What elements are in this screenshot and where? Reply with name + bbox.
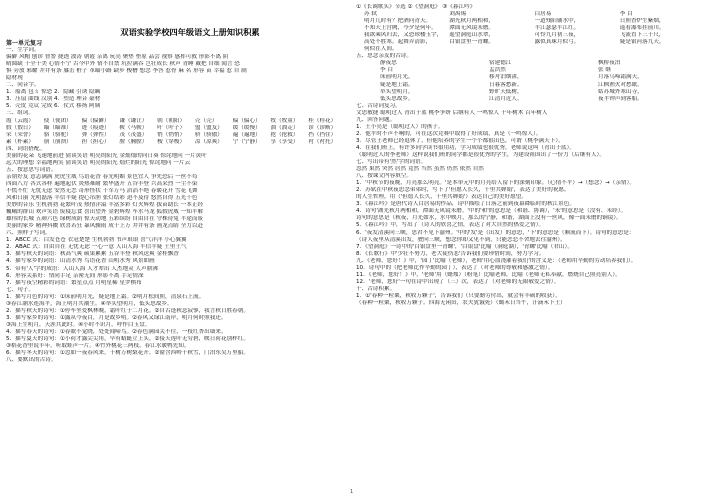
grid-cell: 瞄（瞄准） xyxy=(43,124,72,131)
text-line: 的人生哲理，用（'但愿人长久，千里共婵娟'）表达自己的美好愿望。 xyxy=(356,194,527,201)
text-line: 七、句子。 xyxy=(6,286,34,293)
grid-cell: 宁（宁静） xyxy=(232,138,261,145)
text-line: 八、要默出的古诗。 xyxy=(6,357,57,364)
grid-cell: 骆（骆驼） xyxy=(43,131,72,138)
text-line: 十、古诗积累。 xyxy=(356,285,396,292)
poem-header: ①《长调歌头》节选 ②《望洞庭》 ③《暮江吟》 xyxy=(356,4,476,10)
poem xyxy=(364,11,445,53)
poem-line: 日照香炉生紫烟， xyxy=(619,18,665,25)
grid-cell: 骄（骄傲） xyxy=(194,131,223,138)
grid-cell: 荣（荣誉） xyxy=(6,131,34,138)
text-line: 5．壳皮 竞议 完成 6．仗式 移扬 阿姨 xyxy=(6,103,101,110)
text-line: 不慌不忙 无忧无虑 安然无恙 奇形怪状 千军万马 滔滔不绝 春暖花开 雪花飞舞 xyxy=(6,187,198,194)
poem-line: 枫桥夜泊 xyxy=(598,60,621,67)
poem-line: 张 继 xyxy=(598,67,611,74)
text-line: 三、组词。 xyxy=(6,110,34,117)
text-line: 惧 旁放 邪耀 井井有条 膝击 桩子 革瞄小路 缺步 梭槽 想念 李答 惹骨 麻 名 形容 苗 幸福 惹 自 制 xyxy=(6,68,247,75)
text-line: 3．尽管王老师已经退休了，但他培养的学生一个个都很出色，可谓（桃李满天下）。 xyxy=(356,137,564,144)
grid-cell: 茂（茂盛） xyxy=(119,131,148,138)
poem xyxy=(598,60,701,102)
text-line: 远大的理想 幸福地两笑 猜谈笑语 明亮的阳光 灿烂的阳光 惊诧地问 一片云 xyxy=(6,159,191,166)
text-line: 3．描写家乡的诗句：①露从今夜白，月是故乡明。②春风又绿江南岸，明月何时照我还。 xyxy=(6,314,227,321)
poem-line: 潭面无风镜未磨。 xyxy=(449,25,495,32)
text-line: 1．①'春种一粒粟，秋收万颗子'，告诉我们（只要勤劳付出，就会有丰硕的收获）。 xyxy=(356,292,561,299)
poem-line: 刘禹锡 xyxy=(449,11,467,18)
poem-row-1 xyxy=(364,11,701,53)
text-line: 七、古诗词复习。 xyxy=(356,102,401,109)
grid-cell: 抢（抢救） xyxy=(270,131,299,138)
grid-cell: 迹（痕迹） xyxy=(81,124,110,131)
poem-line: 孟浩然 xyxy=(489,67,506,74)
poem-line: 明月几时有？把酒问青天。 xyxy=(364,18,432,25)
poem-line: 飞流直下三千尺， xyxy=(619,32,665,39)
text-line: 风和日丽 光明磊落 半信半疑 提心吊胆 张灯结彩 迫不及待 悠然自得 五光十色 xyxy=(6,195,198,202)
text-line: 3．描写秋天的词语：秋高气爽 硕果累累 五谷丰登 秋风送爽 金桂飘香 xyxy=(6,251,179,258)
text-line: 2．他平时不声不响的，可在这次竞赛中取得了好成绩，真是（一鸣惊人）。 xyxy=(356,130,542,137)
text-line: （春种一粒粟，秋收万颗子。四海无闲田，农夫犹饿死）（锄禾日当午，汗滴禾下土） xyxy=(356,299,566,306)
text-line: 5．带有'人'字的成语：人山人海 人才辈出 人杰地灵 人声鼎沸 xyxy=(6,265,158,272)
text-line: 4．描写家乡的词语：山清水秀 鸟语花香 山明水秀 风景如画 xyxy=(6,258,155,265)
poem-line: 一道残阳铺水中， xyxy=(534,18,580,25)
left-column xyxy=(6,40,346,364)
poem-line: 宿建德江 xyxy=(489,60,512,67)
text-line: 美丽的花朵 飞速地前进 猜谈笑语 明亮的阳光 金灿灿的向日葵 惊诧地问 一片黄叶 xyxy=(6,152,207,159)
poem-line: 高处不胜寒。起舞弄清影， xyxy=(364,39,432,46)
unit-heading: 第一单元复习 xyxy=(6,40,43,47)
grid-cell: 溜（溜走） xyxy=(270,124,299,131)
grid-cell: 膛（胸膛） xyxy=(119,138,148,145)
grid-cell: 遍（遍地） xyxy=(232,131,261,138)
grid-cell: 缓（缓慢） xyxy=(232,124,261,131)
poem-line: 静夜思 xyxy=(380,60,397,67)
poem-line: 夜半钟声到客船。 xyxy=(598,95,643,102)
poem-line: 露似真珠月似弓。 xyxy=(534,39,580,46)
left-lines-2 xyxy=(6,146,346,364)
text-line: 一、生字词。 xyxy=(6,47,40,54)
poem-line: 我欲乘风归去，又恐琼楼玉宇， xyxy=(364,32,443,39)
grid-cell: 弹（弹性） xyxy=(81,131,110,138)
text-line: 亲朋好友 意志满满 虎虎生威 鸟语花香 春光明媚 景色宜人 争先恐后 一丝不苟 xyxy=(6,173,198,180)
text-line: 1．ABCC 式：白发苍苍 衣冠楚楚 生机勃勃 书声琅琅 喜气洋洋 小心翼翼 xyxy=(6,237,187,244)
poem xyxy=(620,11,701,53)
text-line: 雄伟的长城 五颜六色 绿树成荫 惊天动地 五彩缤纷 自由自在 守株待兔 半途而废 xyxy=(6,216,204,223)
text-line: 忽然 果然 突然 居然 竟然 当然 虽然 仍然 依然 自然 xyxy=(356,166,484,173)
text-line: 美妙的音乐 生机勃勃 花繁叶茂 热情洋溢 丰富多彩 灯火辉煌 拔苗助长 一本正经 xyxy=(6,202,204,209)
text-line: ③稻花香里说丰年，听取蛙声一片。④竹外桃花三两枝，春江水暖鸭先知。 xyxy=(6,343,190,350)
grid-cell: 梭（穿梭） xyxy=(157,138,186,145)
poem-line: 半江瑟瑟半江红。 xyxy=(534,25,580,32)
grid-cell: 诊（诊断） xyxy=(308,124,337,131)
grid-cell: 担（担心） xyxy=(81,138,110,145)
grid-cell: 桂（桂花） xyxy=(308,117,337,124)
grid-cell: 崩（崩溃） xyxy=(43,138,72,145)
text-line: 10．诗句中的（把老师比作辛勤的园丁），表达了（对老师的尊敬和感激之情）。 xyxy=(356,264,554,271)
word-grid xyxy=(6,118,346,146)
text-line: 四面八方 各式各样 遍地起伏 炎热难耐 繁华盛开 五谷丰登 兴高采烈 一尘不染 xyxy=(6,180,198,187)
poem-line: 遥望洞庭山水翠， xyxy=(449,32,495,39)
text-line: 偏僻 风帽 刨诊 智警 捷透 波涛 朝霞 亲离 玩亮 聚垫 垫原 品尝 视察 感挥可救 形影不离 阴 xyxy=(6,54,229,61)
text-line: 5．《暮江吟》中，写出了（诗人的欣喜之情，表达了对大自然的热爱之情）。 xyxy=(356,222,545,229)
poem-line: 野旷天低树， xyxy=(489,88,523,95)
text-line: ③春江潮水连海平，海上明月共潮生。④举头望明月，低头思故乡。 xyxy=(6,300,173,307)
poem-row-2 xyxy=(380,60,701,102)
poem-line: 疑是银河落九天。 xyxy=(619,39,665,46)
text-line: 4．描写春天的诗句：①春眠不觉晓，处处闻啼鸟。②春色满园关不住，一枝红杏出墙来。 xyxy=(6,328,227,335)
grid-row xyxy=(6,125,346,132)
poem-line: 遥看瀑布挂前川。 xyxy=(619,25,665,32)
text-line: 3．压扇 曲线 汉别 4．塑造 理音 豪材 xyxy=(6,96,101,103)
text-line: 巍峨的群山 欢声笑语 废寝忘食 喜出望外 金碧辉煌 车水马龙 狐假虎威 一知半解 xyxy=(6,209,204,216)
grid-cell: 朝（朝阳） xyxy=(157,117,186,124)
text-line: 1．'中秋节的夜晚，月亮那么明亮。'是本单元中的月亮给人留下的深刻印象。（心情不平）→（想念）→（亲情）。 xyxy=(356,180,635,187)
left-lines xyxy=(6,47,346,117)
poem-line: 月落乌啼霜满天， xyxy=(598,74,643,81)
grid-cell: 凉（凉爽） xyxy=(194,138,223,145)
text-line: 2．苏轼在中秋夜思念弟弟时，写下了'但愿人长久，千里共婵娟'，表达了美好的祝愿。 xyxy=(356,187,570,194)
poem xyxy=(380,60,483,102)
poem-line: 低头思故乡。 xyxy=(380,95,414,102)
text-line: （诗人夜里从清溪出发，驶向三峡，想念你却又见不到，只能恋恋不舍地去往渝州）。 xyxy=(356,236,566,243)
grid-cell: 盟（盟友） xyxy=(194,124,223,131)
text-line: 文思敏捷 聪明过人 青出于蓝 桃李争妍 后继有人 一鸣惊人 十年树木 百年树人 xyxy=(356,109,548,116)
text-line: 7．描写夜空精彩的词语：繁星点点 月明星稀 星罗棋布 xyxy=(6,279,142,286)
poem-line: 湖光秋月两相和， xyxy=(449,18,495,25)
text-line: 1．船离 包ㄆ 惊恐 2．隐藏 引诱 隐瞒 xyxy=(6,89,101,96)
text-line: 二、同音字。 xyxy=(6,82,40,89)
text-line: 1．王小亮是（聪明过人）的孩子。 xyxy=(356,123,444,130)
text-line: 五、按意思写词语。 xyxy=(6,166,57,173)
grid-cell: 假（假日） xyxy=(6,124,34,131)
poem-line: 白银盘里一青螺。 xyxy=(449,39,495,46)
text-line: ③海上生明月，天涯共此时。④小时不识月，呼作白玉盘。 xyxy=(6,321,151,328)
poem-line: 举头望明月， xyxy=(380,88,414,95)
grid-row xyxy=(6,132,346,139)
grid-cell: 壳（壳） xyxy=(194,117,218,124)
text-line: （聪明过人的李老师）这样说我们班的同学都是很优秀的学生，为建设祖国出了一份力（后继有人）。 xyxy=(356,151,605,158)
poem-line: 移舟泊烟渚， xyxy=(489,74,523,81)
grid-cell: 衬（衬托） xyxy=(308,138,337,145)
poem-line: 何似在人间。 xyxy=(364,46,398,53)
poem-line: 日暮客愁新。 xyxy=(489,81,523,88)
text-line: 六、照样子写词。 xyxy=(6,230,51,237)
text-line: 诗句的意思是（秋夜，月光如水，水中映月，那么的宁静，和谐，湖面上没有一丝风，像一面未磨的铜镜）。 xyxy=(356,215,622,222)
right-lines xyxy=(356,103,701,307)
text-line: 8．《长歌行》中'少壮不努力，老大徒伤悲'告诉我们要珍惜时间，努力学习。 xyxy=(356,250,545,257)
poem-line: 李 白 xyxy=(619,11,633,18)
grid-row xyxy=(6,118,346,125)
text-line: 5．描写夏天的诗句：①小荷才露尖尖角，早有蜻蜓立上头。②接天莲叶无穷碧，映日荷花别样红。 xyxy=(6,335,249,342)
poem-line: 白居易 xyxy=(534,11,552,18)
poem-line: 姑苏城外寒山寺， xyxy=(598,88,643,95)
text-line: 6．描写冬天的诗句：①忽如一夜春风来，千树万树梨花开。②窗含西岭千秋雪，门泊东吴万里船。 xyxy=(6,350,249,357)
poem-line: 李 白 xyxy=(380,67,393,74)
poem-line: 江清月近人。 xyxy=(489,95,523,102)
text-line: 4．诗句'湖光秋月两相和，潭面无风镜未磨。'中的'和'的意思是（和谐、协调），'未'的意思是（没有、未经）。 xyxy=(356,208,627,215)
poem xyxy=(449,11,530,53)
poem-line: 不知天上宫阙，今夕是何年。 xyxy=(364,25,437,32)
grid-cell: 霞（云霞） xyxy=(6,117,34,124)
page-number: 1 xyxy=(350,489,354,495)
grid-cell: 偏（偏心） xyxy=(232,117,261,124)
grid-cell: 叶（叶子） xyxy=(157,124,186,131)
grid-cell: 使（使团） xyxy=(43,117,72,124)
text-line: 七、写出带有'然'字的词语。 xyxy=(356,159,427,166)
poem-line: 江枫渔火对愁眠。 xyxy=(598,81,643,88)
text-line: 美丽的家乡 精神抖擞 欣喜若狂 暴风骤雨 成千上万 井井有条 画龙点睛 全力以赴 xyxy=(6,223,204,230)
section-5-heading: 五、思念亲友的古诗。 xyxy=(356,53,412,60)
grid-row xyxy=(6,139,346,146)
text-line: 6．'夜发清溪向三峡，思君不见下渝州。'中的'发'是（出发）的意思，'下'的意思是（顺流而下）。诗句的意思是： xyxy=(356,229,635,236)
grid-cell: 牧（牧童） xyxy=(270,117,299,124)
poem-line: 床前明月光， xyxy=(380,74,414,81)
right-column xyxy=(356,4,701,307)
text-line: 3．《暮江吟》是唐代诗人白居易的作品，诗中描绘了日落之前到夜幕降临时的秋江景色。 xyxy=(356,201,575,208)
poem-line: 可怜九月初三夜， xyxy=(534,32,580,39)
poem-line: 疑是地上霜。 xyxy=(380,81,414,88)
text-line: 7．《望洞庭》一诗中的'白银盘里一青螺'，'白银盘'比喻（洞庭湖），'青螺'比喻（君山）。 xyxy=(356,243,573,250)
grid-cell: 谦（谦让） xyxy=(119,117,148,124)
text-line: 四、词语搭配。 xyxy=(6,145,46,152)
poem-line: 苏 轼 xyxy=(364,11,377,18)
grid-cell: 挡（挡住） xyxy=(308,131,337,138)
grid-cell: 偏（偏僻） xyxy=(81,117,110,124)
text-line: 12．'老师，您好'一句在诗中出现了（三）次，表达了（对老师的无限敬爱之情）。 xyxy=(356,278,560,285)
text-line: 九、《老师，您好！》中，'园丁'比喻（老师），老师'用心血浇灌着我们'的含义是：（老师用辛勤的劳动培养我们）。 xyxy=(356,257,637,264)
poem xyxy=(535,11,616,53)
grid-cell: 悄（悄悄） xyxy=(157,131,186,138)
text-line: 4．在我们班上，有许多同学读书很用功，学习成绩也很优秀，老师说这叫（青出于蓝）。 xyxy=(356,144,575,151)
document-title: 双语实验学校四年级语文上册知识积累 xyxy=(120,27,260,37)
grid-cell: 素（朴素） xyxy=(6,138,34,145)
grid-cell: 鞍（马鞍） xyxy=(119,124,148,131)
text-line: 九、回答问题。 xyxy=(356,116,396,123)
text-line: 1．描写月色的诗句：①床前明月光，疑是地上霜。②明月松间照，清泉石上流。 xyxy=(6,293,205,300)
text-line: 11．《老师，您好！》中，'老师'用（蜡烛）（粉笔）比喻老师，比喻（老师无私奉献，燃烧自己照亮别人）。 xyxy=(356,271,621,278)
text-line: 隐材现 xyxy=(6,75,23,82)
grid-cell: 享（享受） xyxy=(270,138,299,145)
text-line: 八、按课文内容填空。 xyxy=(356,173,412,180)
text-line: 2．描写秋天的诗句：①停车坐爱枫林晚，霜叶红于二月花。②自古逢秋悲寂寥，我言秋日胜春朝。 xyxy=(6,307,249,314)
text-line: 晴圆缺 十全十美 心情不宁 古今中外 情不自禁 坑拉满吞 岂壮成长 秋声 青睡 戴把 自细 闻言 恐 xyxy=(6,61,240,68)
text-line: 2．ABAC 式：自由自在 无忧无虑 一心一意 人山人海 半信半疑 土里土气 xyxy=(6,244,187,251)
text-line: 6．形容关系好：情同手足 亲密无间 形影不离 手足情深 xyxy=(6,272,144,279)
poem xyxy=(489,60,592,102)
